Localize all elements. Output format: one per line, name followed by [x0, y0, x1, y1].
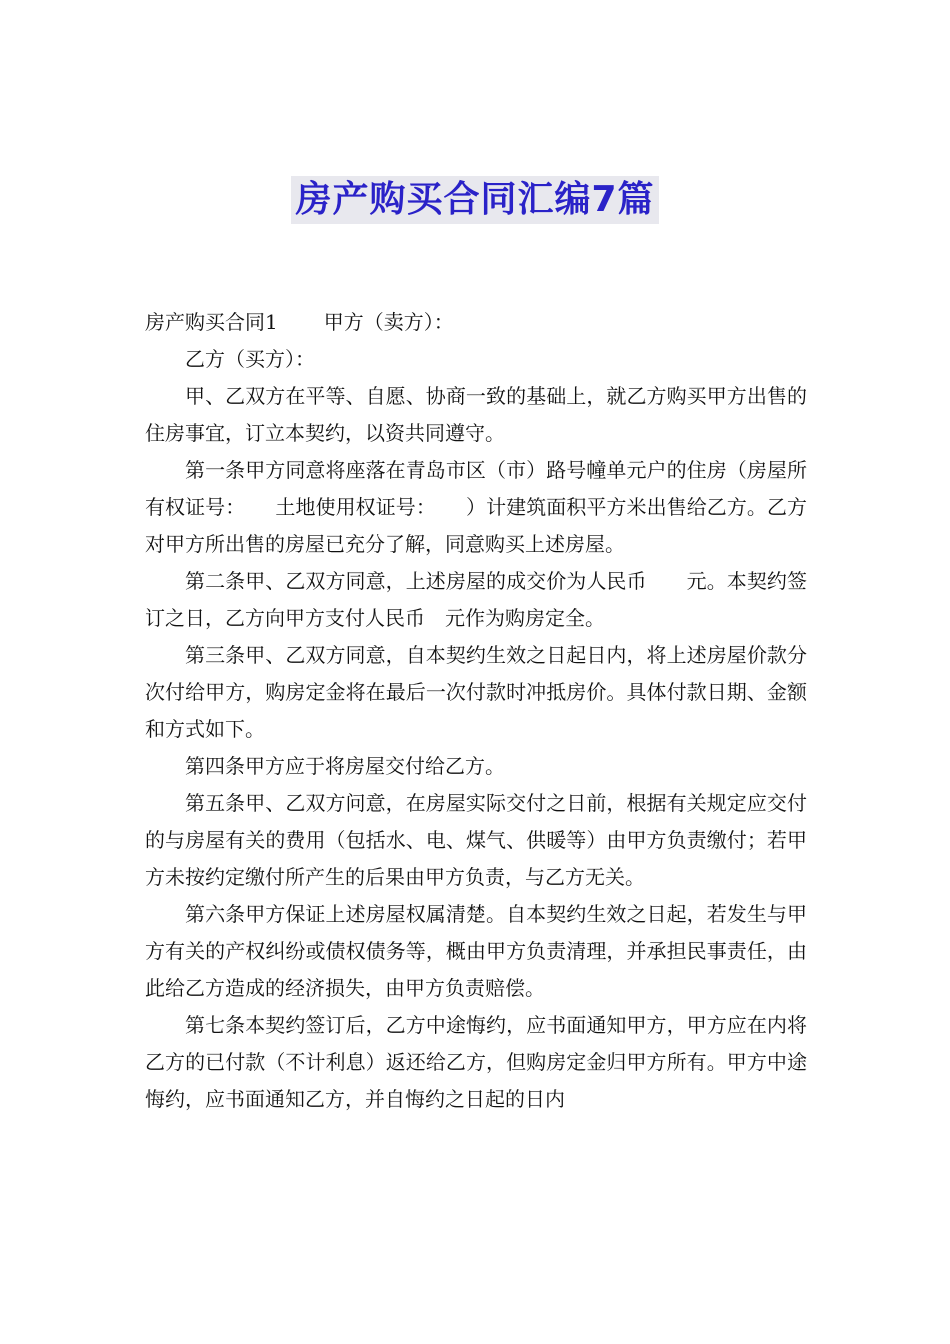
paragraph: 第六条甲方保证上述房屋权属清楚。自本契约生效之日起，若发生与甲方有关的产权纠纷或债权债务等，概由甲方负责清理，并承担民事责任，由此给乙方造成的经济损失，由甲方负责赔偿。 — [145, 902, 807, 1000]
paragraph: 第四条甲方应于将房屋交付给乙方。 — [185, 754, 505, 778]
paragraph: 第七条本契约签订后，乙方中途悔约，应书面通知甲方，甲方应在内将乙方的已付款（不计利息）返还给乙方，但购房定金归甲方所有。甲方中途悔约，应书面通知乙方，并自悔约之日起的日内 — [145, 1013, 807, 1111]
document-title: 房产购买合同汇编7篇 — [291, 176, 658, 224]
paragraph: 第二条甲、乙双方同意，上述房屋的成交价为人民币 元。本契约签订之日，乙方向甲方支付人民币 元作为购房定全。 — [145, 569, 807, 630]
contract-heading: 房产购买合同1 — [145, 310, 278, 334]
party-a-label: 甲方（卖方）： — [323, 310, 454, 334]
paragraph: 第三条甲、乙双方同意，自本契约生效之日起日内，将上述房屋价款分次付给甲方，购房定金将在最后一次付款时冲抵房价。具体付款日期、金额和方式如下。 — [145, 643, 807, 741]
document-body — [145, 304, 807, 1118]
paragraph: 乙方（买方）： — [185, 347, 315, 371]
contract-heading-line — [145, 304, 807, 341]
paragraph: 第五条甲、乙双方问意，在房屋实际交付之日前，根据有关规定应交付的与房屋有关的费用（包括水、电、煤气、供暖等）由甲方负责缴付；若甲方未按约定缴付所产生的后果由甲方负责，与乙方无关。 — [145, 791, 807, 889]
title-container — [0, 176, 950, 224]
paragraph: 甲、乙双方在平等、自愿、协商一致的基础上，就乙方购买甲方出售的住房事宜，订立本契约，以资共同遵守。 — [145, 384, 807, 445]
paragraph: 第一条甲方同意将座落在青岛市区（市）路号幢单元户的住房（房屋所有权证号： 土地使用权证号： ）计建筑面积平方米出售给乙方。乙方对甲方所出售的房屋已充分了解，同意购买上述房屋。 — [145, 458, 807, 556]
